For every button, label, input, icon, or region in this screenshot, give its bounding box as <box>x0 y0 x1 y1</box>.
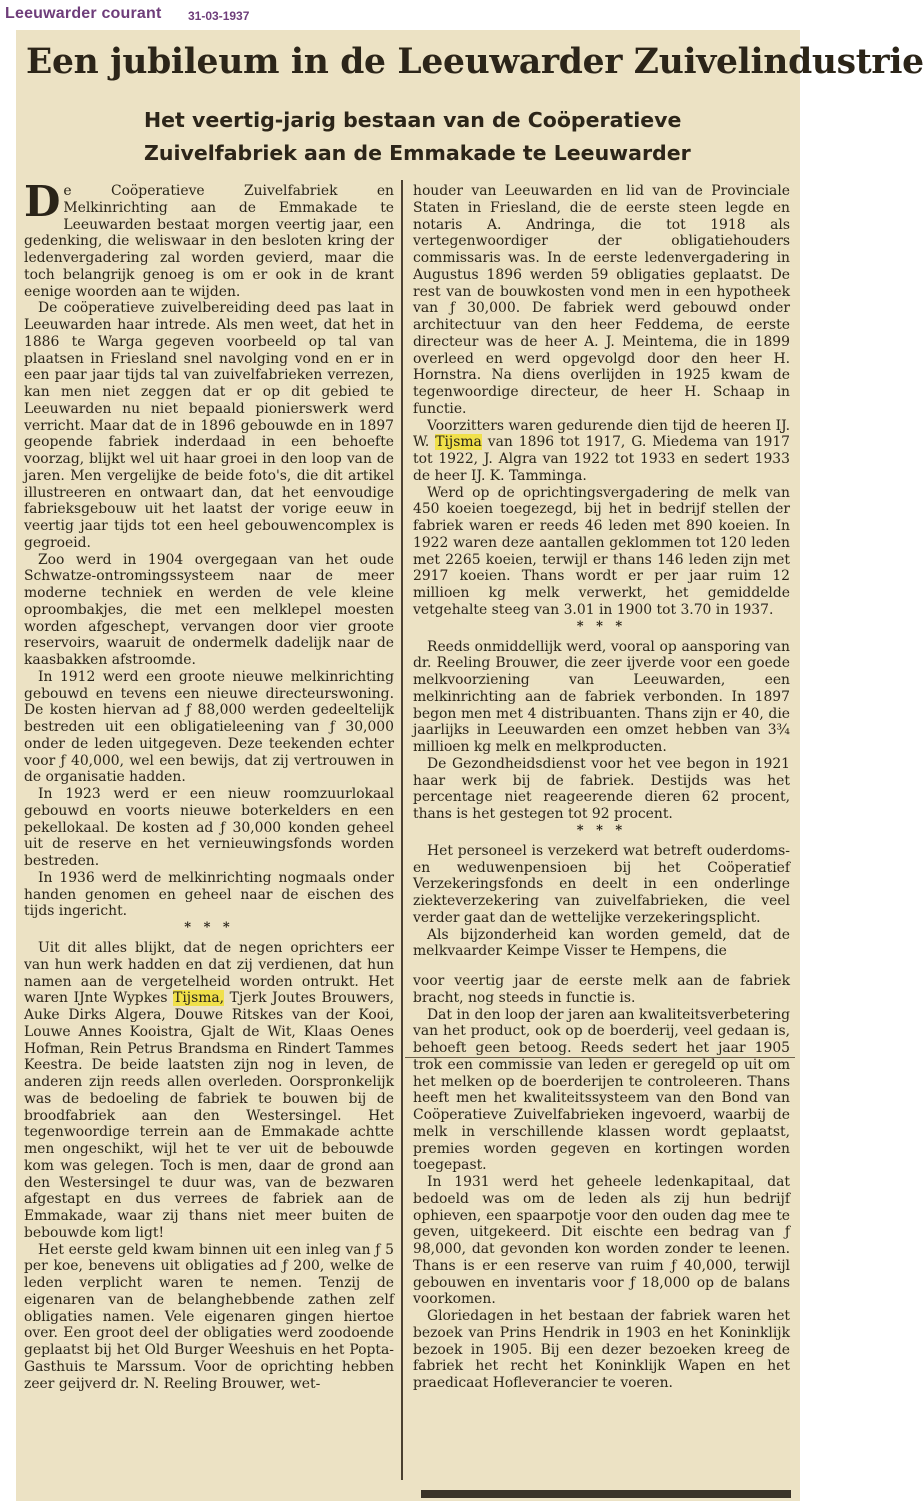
newspaper-name: Leeuwarder courant <box>5 5 162 22</box>
left-column <box>24 177 394 1392</box>
right-column <box>413 183 790 1392</box>
article-headline: Een jubileum in de Leeuwarder Zuivelindustrie <box>26 42 924 82</box>
highlighted-name: Tijsma <box>435 434 482 451</box>
paragraph: Het eerste geld kwam binnen uit een inleg van ƒ 5 per koe, benevens uit obligaties ad ƒ 200, welke de leden verplicht waren te nemen. Tenzij de eigenaren van de belanghebbende zathen zelf obligaties namen. Vele eigenaren gingen hiertoe over. Een groot deel der obligaties werd zoodoende geplaatst bij het Old Burger Weeshuis en het Popta-Gasthuis te Marssum. Voor de oprichting hebben zeer geijverd dr. N. Reeling Brouwer, wet- <box>24 1241 394 1392</box>
paragraph-text: Voorzitters waren gedurende dien tijd de heeren IJ. W. <box>413 417 790 451</box>
paragraph-text: van 1896 tot 1917, G. Miedema van 1917 tot 1922, J. Algra van 1922 tot 1933 en sedert 1933 de heer IJ. K. Tamminga. <box>413 434 790 484</box>
paragraph-text: Uit dit alles blijkt, dat de negen oprichters eer van hun werk hadden en dat zij verdienen, dat hun namen aan de vergetelheid worden ontrukt. Het waren IJnte Wypkes <box>24 940 394 1007</box>
article-subheadline-line-1: Het veertig-jarig bestaan van de Coöperatieve <box>144 108 682 132</box>
paragraph: Gloriedagen in het bestaan der fabriek waren het bezoek van Prins Hendrik in 1903 en het Koninklijk bezoek in 1905. Bij een dezer bezoeken kreeg de fabriek het recht het Koninklijk Wapen en het praedicaat Hofleverancier te voeren. <box>413 1308 790 1391</box>
paragraph: Dat in den loop der jaren aan kwaliteitsverbetering van het product, ook op de boerderij, veel gedaan is, behoeft geen betoog. Reeds sedert het jaar 1905 trok een commissie van leden er geregeld op uit om het melken op de boerderijen te controleeren. Thans heeft men het kwaliteitssysteem van den Bond van Coöperatieve Zuivelfabrieken ingevoerd, waarbij de melk in verschillende klassen wordt geplaatst, premies worden gegeven en kortingen worden toegepast. <box>413 1006 790 1174</box>
column-divider <box>401 180 403 1480</box>
paragraph: In 1912 werd een groote nieuwe melkinrichting gebouwd en tevens een nieuwe directeurswoning. De kosten hiervan ad ƒ 88,000 werden gedeeltelijk bestreden uit een obligatieleening van ƒ 30,000 onder de leden uitgegeven. Deze teekenden echter voor ƒ 40,000, wel een bewijs, dat zij vertrouwen in de organisatie hadden. <box>24 668 394 786</box>
paragraph: Als bijzonderheid kan worden gemeld, dat de melkvaarder Keimpe Visser te Hempens, die <box>413 926 790 960</box>
paragraph-text: e Coöperatieve Zuivelfabriek en Melkinrichting aan de Emmakade te Leeuwarden bestaat morgen veertig jaar, een gedenking, die weliswaar in den besloten kring der ledenvergadering zal worden gevierd, maar die toch belangrijk genoeg is om er ook in de krant eenige woorden aan te wijden. <box>24 183 394 300</box>
paragraph: De Gezondheidsdienst voor het vee begon in 1921 haar werk bij de fabriek. Destijds was het percentage niet reageerende dieren 62 procent, thans is het gestegen tot 92 procent. <box>413 755 790 822</box>
paragraph: Werd op de oprichtingsvergadering de melk van 450 koeien toegezegd, bij het in bedrijf stellen der fabriek waren er reeds 46 leden met 890 koeien. In 1922 waren deze aantallen geklommen tot 120 leden met 2265 koeien, terwijl er thans 146 leden zijn met 2917 koeien. Thans wordt er per jaar ruim 12 millioen kg melk verwerkt, het gemiddelde vetgehalte steeg van 3.01 in 1900 tot 3.70 in 1937. <box>413 484 790 618</box>
paragraph: De coöperatieve zuivelbereiding deed pas laat in Leeuwarden haar intrede. Als men weet, dat het in 1886 te Warga gegeven voorbeeld op tal van plaatsen in Friesland snel navolging vond en er in een paar jaar tijds tal van zuivelfabrieken verrezen, kan men niet zeggen dat er op dit gebied te Leeuwarden nu niet bepaald pionierswerk werd verricht. Maar dat de in 1896 gebouwde en in 1897 geopende fabriek inderdaad in een behoefte voorzag, blijkt wel uit haar groei in den loop van de jaren. Men vergelijke de beide foto's, die dit artikel illustreeren en ontwaart dan, dat het eenvoudige fabrieksgebouw uit het laatst der vorige eeuw in veertig jaar tijds tot een heel gebouwencomplex is gegroeid. <box>24 300 394 551</box>
paragraph <box>24 177 394 300</box>
section-stars: * * * <box>576 618 627 634</box>
section-stars: * * * <box>184 920 234 935</box>
masthead <box>0 0 800 30</box>
paragraph: Reeds onmiddellijk werd, vooral op aansporing van dr. Reeling Brouwer, die zeer ijverde voor een goede melkvoorziening van Leeuwarden, een melkinrichting aan de fabriek verbonden. In 1897 begon men met 4 distribuanten. Thans zijn er 40, die jaarlijks in Leeuwarden een omzet hebben van 3¾ millioen kg melk en melkproducten. <box>413 638 790 755</box>
paragraph-text: Tjerk Joutes Brouwers, Auke Dirks Algera, Douwe Ritskes van der Kooi, Louwe Annes Kooistra, Gjalt de Wit, Klaas Oenes Hofman, Rein Petrus Brandsma en Rindert Tammes Keestra. De beide laatsten zijn nog in leven, de anderen zijn reeds allen overleden. Oorspronkelijk was de bedoeling de fabriek te bouwen bij de broodfabriek aan den Westersingel. Het tegenwoordige terrein aan de Emmakade achtte men ongeschikt, wijl het te ver uit de bebouwde kom was gelegen. Toch is men, daar de grond aan den Westersingel te duur was, van de bezwaren afgestapt en dus verrees de fabriek aan de Emmakade, waar zij thans niet meer buiten de bebouwde kom ligt! <box>24 990 394 1241</box>
paragraph: Zoo werd in 1904 overgegaan van het oude Schwatze-ontromingssysteem naar de meer moderne techniek en werden de vele kleine oproombakjes, die met een melklepel moesten worden afgeschept, vervangen door vier groote reservoirs, waaruit de ondermelk dadelijk naar de kaasbakken afstroomde. <box>24 551 394 668</box>
paragraph <box>413 418 790 485</box>
paragraph: In 1936 werd de melkinrichting nogmaals onder handen genomen en geheel naar de eischen des tijds ingericht. <box>24 869 394 920</box>
bottom-rule <box>421 1490 791 1498</box>
newspaper-clipping <box>16 30 924 1501</box>
drop-cap: D <box>24 177 61 226</box>
paragraph: Het personeel is verzekerd wat betreft ouderdoms- en weduwenpensioen bij het Coöperatief Verzekeringsfonds en deelt in een onderlinge ziekteverzekering van zuivelfabrieken, die veel verder gaat dan de wettelijke verzekeringsplicht. <box>413 842 790 926</box>
highlighted-name: Tijsma, <box>173 990 225 1007</box>
article-subheadline-line-2: Zuivelfabriek aan de Emmakade te Leeuwarder <box>144 141 691 165</box>
paragraph: In 1931 werd het geheele ledenkapitaal, dat bedoeld was om de leden als zij hun bedrijf ophieven, een spaarpotje voor den ouden dag mee te geven, uitgekeerd. Dit eischte een bedrag van ƒ 98,000, dat gevonden kon worden zonder te leenen. Thans is er een reserve van ruim ƒ 40,000, terwijl gebouwen en inventaris voor ƒ 18,000 op de balans voorkomen. <box>413 1174 790 1308</box>
paragraph <box>24 940 394 1242</box>
section-stars: * * * <box>576 822 627 838</box>
paragraph: In 1923 werd er een nieuw roomzuurlokaal gebouwd en voorts nieuwe boterkelders en een pekellokaal. De kosten ad ƒ 30,000 konden geheel uit de reserve en het vernieuwingsfonds worden bestreden. <box>24 786 394 869</box>
publication-date: 31-03-1937 <box>188 9 250 23</box>
paragraph: voor veertig jaar de eerste melk aan de fabriek bracht, nog steeds in functie is. <box>413 973 790 1006</box>
paragraph: houder van Leeuwarden en lid van de Provinciale Staten in Friesland, die de eerste steen legde en notaris A. Andringa, die tot 1918 als vertegenwoordiger der obligatiehouders commissaris was. In de eerste ledenvergadering in Augustus 1896 werden 59 obligaties geplaatst. De rest van de bouwkosten vond men in een hypotheek van ƒ 30,000. De fabriek werd gebouwd onder architectuur van den heer Feddema, de eerste directeur was de heer A. J. Meintema, die in 1899 overleed en werd opgevolgd door den heer H. Hornstra. Na diens overlijden in 1925 kwam de tegenwoordige directeur, de heer H. Schaap in functie. <box>413 183 790 417</box>
